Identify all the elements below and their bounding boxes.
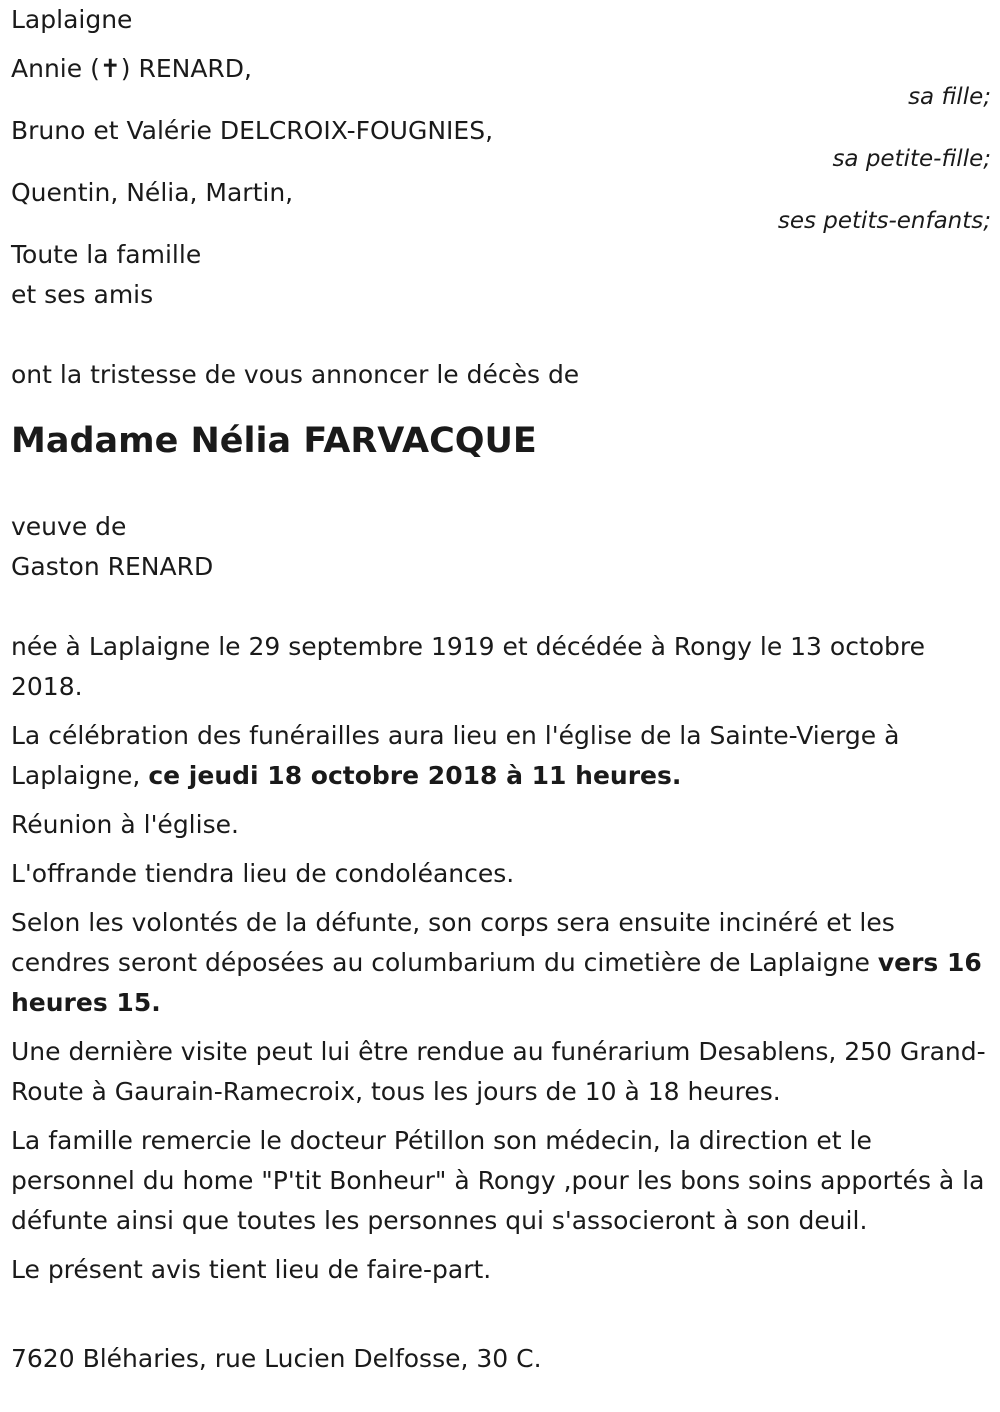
family-member-name: Annie (✝) RENARD, xyxy=(11,54,253,83)
spacer xyxy=(11,1299,991,1339)
widow-label: veuve de xyxy=(11,512,127,541)
announcement-text: ont la tristesse de vous annoncer le décès de xyxy=(11,360,580,389)
meeting-paragraph: Réunion à l'église. xyxy=(11,810,239,839)
funeral-intro: La célébration des funérailles aura lieu en l'église de la Sainte-Vierge à Laplaigne, xyxy=(11,721,900,790)
family-member xyxy=(11,173,991,233)
cremation-intro: Selon les volontés de la défunte, son corps sera ensuite incinéré et les cendres seront déposées au columbarium du cimetière de Laplaigne xyxy=(11,908,895,977)
spouse-name: Gaston RENARD xyxy=(11,552,214,581)
family-member xyxy=(11,111,991,171)
deceased-name: Madame Nélia FARVACQUE xyxy=(11,421,537,461)
cremation-time: vers 16 heures 15. xyxy=(11,948,982,1017)
notice-paragraph: Le présent avis tient lieu de faire-part. xyxy=(11,1255,492,1284)
thanks-paragraph: La famille remercie le docteur Pétillon son médecin, la direction et le personnel du home "P'tit Bonheur" à Rongy ,pour les bons soins apportés à la défunte ainsi que toutes les personnes qui s'associeront à son deuil. xyxy=(11,1126,985,1235)
family-member-role: sa petite-fille; xyxy=(832,146,991,172)
spacer xyxy=(11,315,991,355)
others-line-2: et ses amis xyxy=(11,280,154,309)
family-member-role: sa fille; xyxy=(908,84,991,110)
visit-paragraph: Une dernière visite peut lui être rendue au funérarium Desablens, 250 Grand-Route à Gaurain-Ramecroix, tous les jours de 10 à 18 heures. xyxy=(11,1037,986,1106)
family-member-role: ses petits-enfants; xyxy=(777,208,991,234)
funeral-date: ce jeudi 18 octobre 2018 à 11 heures. xyxy=(148,761,682,790)
others-line-1: Toute la famille xyxy=(11,240,202,269)
spacer xyxy=(11,40,991,49)
family-member-name: Bruno et Valérie DELCROIX-FOUGNIES, xyxy=(11,116,494,145)
obituary-notice xyxy=(11,0,991,1379)
funeral-paragraph xyxy=(11,716,991,796)
address: 7620 Bléharies, rue Lucien Delfosse, 30 C. xyxy=(11,1344,542,1373)
family-member-name: Quentin, Nélia, Martin, xyxy=(11,178,294,207)
header-place: Laplaigne xyxy=(11,5,133,34)
offering-paragraph: L'offrande tiendra lieu de condoléances. xyxy=(11,859,515,888)
birth-death-paragraph: née à Laplaigne le 29 septembre 1919 et décédée à Rongy le 13 octobre 2018. xyxy=(11,632,926,701)
family-member xyxy=(11,49,991,109)
cremation-paragraph xyxy=(11,903,991,1023)
spacer xyxy=(11,587,991,627)
